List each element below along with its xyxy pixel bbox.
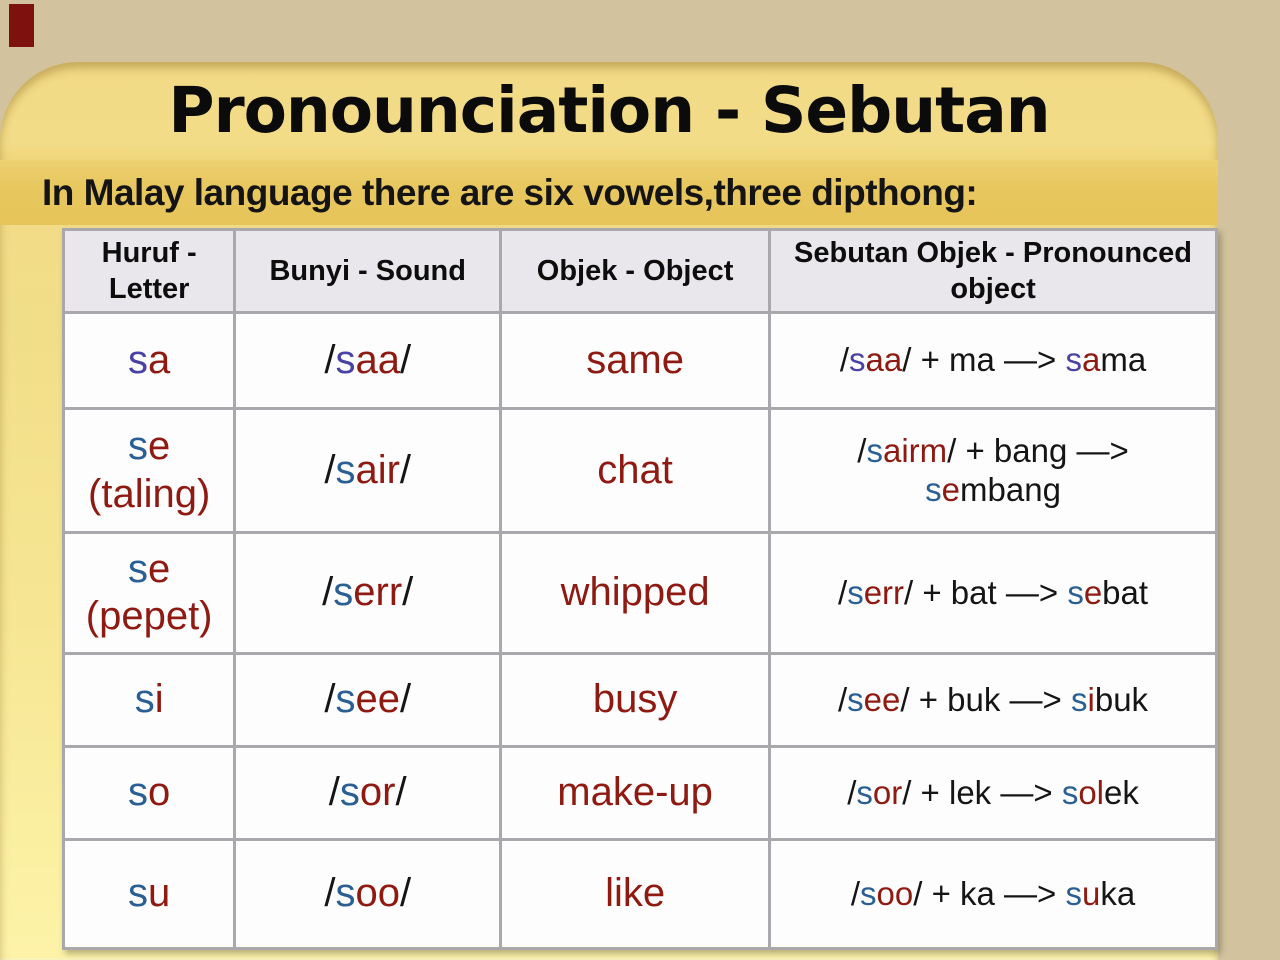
slide-subtitle: In Malay language there are six vowels,three dipthong:: [42, 171, 978, 213]
text-segment: e: [148, 424, 171, 469]
text-segment: aa: [865, 341, 903, 379]
text-segment: oo: [876, 874, 914, 912]
text-segment: airm: [882, 431, 948, 469]
cell-letter: [64, 654, 235, 747]
text-segment: ol: [1078, 773, 1104, 811]
text-segment: —>: [1004, 341, 1066, 379]
text-segment: /: [838, 680, 848, 718]
text-segment: (taling): [88, 471, 211, 516]
table-row: [64, 313, 1217, 409]
text-segment: s: [847, 573, 864, 611]
pronunciation-table-wrap: [62, 228, 1218, 950]
table-row: [64, 654, 1217, 747]
text-segment: —>: [1005, 573, 1068, 611]
text-segment: —>: [1000, 773, 1062, 811]
table-row: [64, 840, 1217, 949]
cell-object: [501, 533, 770, 654]
text-segment: /: [399, 447, 412, 492]
cell-letter: [64, 747, 235, 840]
text-segment: /: [322, 570, 334, 615]
text-segment: ka: [1100, 874, 1136, 912]
text-segment: /: [857, 431, 867, 469]
text-segment: mbang: [960, 470, 1061, 508]
text-segment: /: [847, 773, 857, 811]
text-segment: s: [134, 677, 155, 722]
corner-bookmark-shape: [9, 4, 34, 47]
text-segment: —>: [1004, 874, 1066, 912]
text-segment: air: [355, 447, 400, 492]
text-segment: same: [586, 337, 684, 382]
text-segment: e: [941, 470, 961, 508]
text-segment: s: [1067, 573, 1084, 611]
text-segment: /: [399, 871, 412, 916]
text-segment: /: [324, 871, 336, 916]
column-header: [501, 230, 770, 313]
cell-letter: [64, 313, 235, 409]
text-segment: s: [856, 773, 873, 811]
slide-panel: [0, 62, 1218, 960]
text-segment: ee: [863, 680, 901, 718]
cell-object: [501, 747, 770, 840]
text-segment: /: [399, 337, 412, 382]
text-segment: oo: [355, 871, 400, 916]
text-segment: / + bat: [904, 573, 1006, 611]
cell-sound: [235, 747, 501, 840]
cell-object: [501, 840, 770, 949]
text-segment: ek: [1104, 773, 1139, 811]
text-segment: aa: [355, 337, 400, 382]
header-row: [64, 230, 1217, 313]
text-segment: s: [925, 470, 942, 508]
text-segment: s: [128, 770, 149, 815]
text-segment: s: [333, 570, 354, 615]
text-segment: s: [1065, 874, 1082, 912]
text-segment: bat: [1102, 573, 1149, 611]
pronunciation-table: [62, 228, 1218, 950]
text-segment: o: [148, 770, 171, 815]
text-segment: busy: [592, 677, 678, 722]
text-segment: / + lek: [902, 773, 1001, 811]
cell-letter: [64, 409, 235, 533]
text-segment: s: [847, 680, 864, 718]
column-header-label: Letter: [108, 273, 190, 305]
text-segment: /: [838, 573, 848, 611]
text-segment: or: [872, 773, 903, 811]
text-segment: s: [860, 874, 877, 912]
text-segment: /: [324, 447, 336, 492]
text-segment: (pepet): [85, 594, 213, 638]
table-row: [64, 747, 1217, 840]
text-segment: buk: [1094, 680, 1149, 718]
text-segment: e: [148, 546, 171, 591]
text-segment: s: [849, 341, 866, 379]
text-segment: e: [1083, 573, 1103, 611]
column-header: [235, 230, 501, 313]
text-segment: i: [1087, 680, 1095, 718]
cell-pronounced: [770, 747, 1217, 840]
text-segment: / + ma: [902, 341, 1005, 379]
text-segment: err: [353, 570, 403, 615]
text-segment: a: [148, 337, 171, 382]
cell-letter: [64, 533, 235, 654]
cell-sound: [235, 533, 501, 654]
text-segment: / + bang: [947, 431, 1077, 469]
text-segment: s: [1071, 680, 1088, 718]
cell-object: [501, 409, 770, 533]
cell-pronounced: [770, 654, 1217, 747]
text-segment: make-up: [557, 770, 713, 815]
slide-title: Pronounciation - Sebutan: [168, 74, 1050, 147]
text-segment: /: [324, 337, 336, 382]
text-segment: s: [339, 770, 360, 815]
column-header: [770, 230, 1217, 313]
cell-sound: [235, 654, 501, 747]
text-segment: like: [605, 871, 666, 916]
text-segment: /: [839, 341, 850, 379]
cell-object: [501, 654, 770, 747]
column-header-label: Sebutan Objek - Pronounced: [794, 236, 1193, 269]
text-segment: s: [335, 677, 356, 722]
text-segment: s: [335, 871, 356, 916]
text-segment: —>: [1009, 680, 1071, 718]
text-segment: or: [359, 770, 396, 815]
column-header-label: object: [950, 273, 1036, 305]
subtitle-band: [0, 160, 1218, 225]
text-segment: s: [128, 424, 149, 469]
cell-sound: [235, 313, 501, 409]
cell-sound: [235, 840, 501, 949]
text-segment: /: [402, 570, 414, 615]
cell-object: [501, 313, 770, 409]
text-segment: s: [128, 546, 149, 591]
text-segment: u: [1082, 874, 1101, 912]
text-segment: s: [128, 871, 149, 916]
text-segment: s: [866, 431, 883, 469]
cell-pronounced: [770, 313, 1217, 409]
table-row: [64, 409, 1217, 533]
cell-letter: [64, 840, 235, 949]
text-segment: /: [395, 770, 407, 815]
text-segment: /: [850, 874, 861, 912]
cell-pronounced: [770, 409, 1217, 533]
column-header-label: Objek - Object: [536, 254, 734, 287]
text-segment: s: [335, 447, 356, 492]
text-segment: s: [1061, 773, 1079, 811]
text-segment: / + buk: [900, 680, 1010, 718]
text-segment: u: [148, 871, 171, 916]
text-segment: ma: [1100, 341, 1147, 379]
text-segment: /: [324, 677, 336, 722]
cell-sound: [235, 409, 501, 533]
text-segment: a: [1082, 341, 1101, 379]
text-segment: / + ka: [913, 874, 1005, 912]
column-header-label: Bunyi - Sound: [269, 254, 466, 287]
text-segment: chat: [597, 447, 673, 492]
column-header: [64, 230, 235, 313]
text-segment: whipped: [560, 570, 710, 615]
cell-pronounced: [770, 533, 1217, 654]
text-segment: /: [399, 677, 412, 722]
text-segment: s: [1065, 341, 1082, 379]
text-segment: /: [328, 770, 340, 815]
table-row: [64, 533, 1217, 654]
text-segment: —>: [1076, 431, 1129, 469]
text-segment: s: [128, 337, 149, 382]
column-header-label: Huruf -: [101, 236, 197, 269]
text-segment: err: [863, 573, 905, 611]
text-segment: s: [335, 337, 356, 382]
cell-pronounced: [770, 840, 1217, 949]
text-segment: ee: [355, 677, 400, 722]
text-segment: i: [154, 677, 164, 722]
